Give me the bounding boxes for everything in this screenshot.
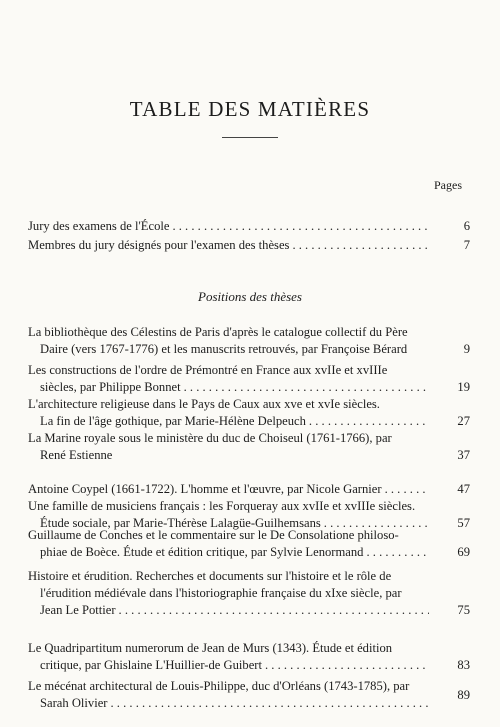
entry-line: Guillaume de Conches et le commentaire sur le De Consolatione philoso-	[28, 528, 399, 542]
toc-entry[interactable]	[28, 481, 470, 498]
toc-entry[interactable]	[28, 527, 470, 561]
entry-line: Le mécénat architectural de Louis-Philippe, duc d'Orléans (1743-1785), par	[28, 679, 410, 693]
entry-line: Les constructions de l'ordre de Prémontré en France aux xvIIe et xvIIIe	[28, 363, 388, 377]
entry-line: L'architecture religieuse dans le Pays de Caux aux xve et xvIe siècles.	[28, 397, 380, 411]
toc-entry[interactable]	[28, 678, 470, 712]
page-number: 57	[457, 516, 470, 530]
entry-line: phiae de Boèce. Étude et édition critique, par Sylvie Lenormand	[40, 545, 364, 559]
title-rule	[222, 137, 278, 138]
entry-line: Sarah Olivier	[40, 696, 108, 710]
entry-line: Le Quadripartitum numerorum de Jean de Murs (1343). Étude et édition	[28, 641, 393, 655]
page-number: 69	[457, 545, 470, 559]
toc-entry[interactable]	[28, 430, 470, 464]
page-number: 37	[457, 448, 470, 462]
entry-line: Étude sociale, par Marie-Thérèse Lalagüe-Guilhemsans	[40, 516, 321, 530]
entry-line: Daire (vers 1767-1776) et les manuscrits retrouvés, par Françoise Bérard	[40, 342, 408, 356]
leader-dots	[292, 237, 429, 254]
entry-line: René Estienne	[40, 448, 113, 462]
entry-line: critique, par Ghislaine L'Huillier-de Guibert	[40, 658, 262, 672]
entry-line: La Marine royale sous le ministère du duc de Choiseul (1761-1766), par	[28, 431, 392, 445]
pages-column-label: Pages	[434, 178, 462, 192]
toc-entry[interactable]	[28, 218, 470, 235]
entry-line: La bibliothèque des Célestins de Paris d'après le catalogue collectif du Père	[28, 325, 408, 339]
page-number: 27	[457, 414, 470, 428]
leader-dots	[385, 481, 429, 498]
leader-dots	[309, 413, 429, 430]
entry-line: Histoire et érudition. Recherches et documents sur l'histoire et le rôle de	[28, 569, 392, 583]
page-number: 89	[457, 688, 470, 702]
leader-dots	[366, 544, 429, 561]
page-title: TABLE DES MATIÈRES	[129, 97, 371, 121]
entry-text: Jury des examens de l'École	[28, 219, 170, 233]
leader-dots	[172, 218, 429, 235]
toc-entry[interactable]	[28, 237, 470, 254]
section-heading: Positions des thèses	[198, 289, 302, 304]
leader-dots	[265, 657, 429, 674]
entry-line: l'érudition médiévale dans l'historiographie française du xIxe siècle, par	[40, 586, 402, 600]
leader-dots	[119, 602, 429, 619]
entry-line: Jean Le Pottier	[40, 603, 116, 617]
page-number: 9	[463, 342, 470, 356]
leader-dots	[184, 379, 429, 396]
entry-line: siècles, par Philippe Bonnet	[40, 380, 181, 394]
toc-entry[interactable]	[28, 396, 470, 430]
toc-entry[interactable]	[28, 640, 470, 674]
leader-dots	[111, 695, 430, 712]
toc-entry[interactable]	[28, 362, 470, 396]
page-number: 7	[463, 238, 470, 252]
entry-line: Antoine Coypel (1661-1722). L'homme et l'œuvre, par Nicole Garnier	[28, 482, 382, 496]
toc-entry[interactable]	[28, 324, 470, 358]
page-number: 47	[457, 482, 470, 496]
toc-entry[interactable]	[28, 568, 470, 619]
page-number: 75	[457, 603, 470, 617]
entry-line: La fin de l'âge gothique, par Marie-Hélène Delpeuch	[40, 414, 306, 428]
entry-line: Une famille de musiciens français : les Forqueray aux xvIIe et xvIIIe siècles.	[28, 499, 416, 513]
page-number: 6	[463, 219, 470, 233]
page-number: 83	[457, 658, 470, 672]
page-number: 19	[457, 380, 470, 394]
entry-text: Membres du jury désignés pour l'examen des thèses	[28, 238, 290, 252]
